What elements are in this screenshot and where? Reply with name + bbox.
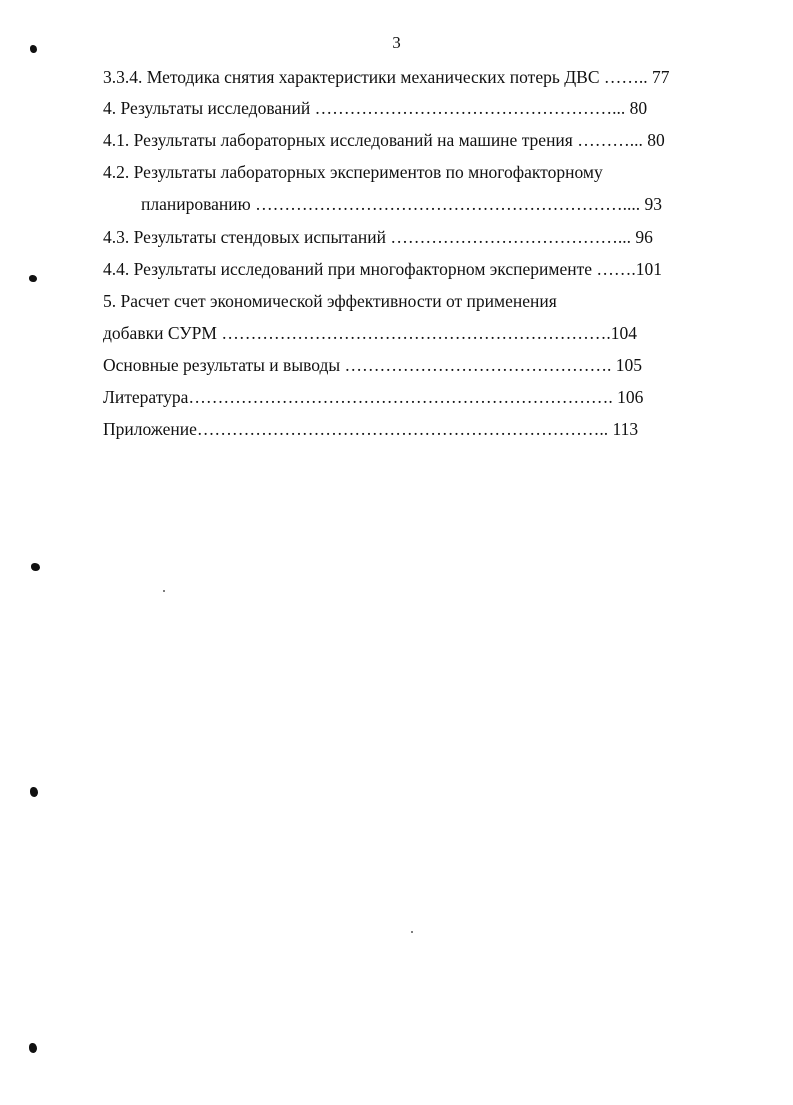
toc-entry-text: 4.1. Результаты лабораторных исследований на машине трения ………... 80 <box>103 130 665 150</box>
toc-entry-text: 4.3. Результаты стендовых испытаний …………………………………... 96 <box>103 227 653 247</box>
toc-entry-text: 4. Результаты исследований ……………………………………………... 80 <box>103 98 648 118</box>
toc-entry-text: 3.3.4. Методика снятия характеристики механических потерь ДВС …….. 77 <box>103 67 670 87</box>
toc-entry-3-3-4 <box>103 66 670 88</box>
scan-hole-mark <box>29 1043 37 1053</box>
toc-entry-4 <box>103 97 647 119</box>
toc-entry-4-2 <box>103 161 603 183</box>
toc-entry-text: планированию ……………………………………………………….... 93 <box>141 194 662 214</box>
toc-entry-4-2-continued <box>141 193 662 215</box>
toc-entry-results <box>103 354 642 376</box>
toc-entry-5-continued <box>103 322 637 344</box>
toc-entry-text: Приложение…………………………………………………………….. 113 <box>103 419 639 439</box>
page-number: 3 <box>392 33 401 52</box>
toc-entry-text: 4.2. Результаты лабораторных экспериментов по многофакторному <box>103 162 603 182</box>
toc-entry-text: добавки СУРМ ………………………………………………………….104 <box>103 323 637 343</box>
toc-entry-5 <box>103 290 557 312</box>
toc-entry-literature <box>103 386 643 408</box>
toc-entry-appendix <box>103 418 638 440</box>
toc-entry-text: 5. Расчет счет экономической эффективности от применения <box>103 291 557 311</box>
toc-entry-4-3 <box>103 226 653 248</box>
scan-speck <box>411 931 413 933</box>
toc-entry-text: 4.4. Результаты исследований при многофакторном эксперименте …….101 <box>103 259 663 279</box>
scan-hole-mark <box>30 45 37 53</box>
toc-entry-4-1 <box>103 129 665 151</box>
scan-hole-mark <box>30 787 38 797</box>
toc-entry-text: Основные результаты и выводы ………………………………………. 105 <box>103 355 642 375</box>
scan-hole-mark <box>29 275 37 282</box>
toc-entry-4-4 <box>103 258 662 280</box>
scan-hole-mark <box>31 563 40 571</box>
toc-entry-text: Литература………………………………………………………………. 106 <box>103 387 644 407</box>
scan-speck <box>163 590 165 592</box>
